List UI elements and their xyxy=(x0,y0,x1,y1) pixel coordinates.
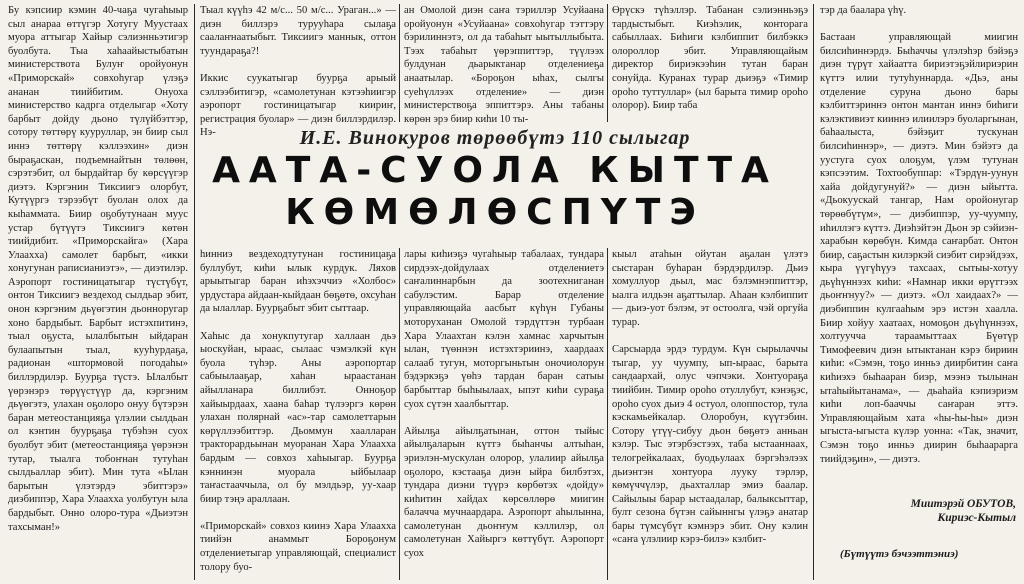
column-text: лары киһиэҕэ чугаһыыр табалаах, тундара сирдээх-дойдулаах отделениетэ саҥалиннарбын да зоотехниганан сабулэстим. Барар отделение управляющайа аасбыт күһүн Губаны моторуханан Омолой тэрдүттэн турбаан Хара Улаахтан кэлэн хамнас харчытын ылан, түөннэн истэхтэриинэ, хаардаах салааб тугун, моторгыньтын оночиолорун бэдэркэҕэ үөһэ тардан баран сатыы барбыттар быһыылаах, ыпэт киһи сураҕа суох сүтэн хаалбыттар. Айылҕа айылҕатынан, оттон тыйыс айылҕаларын күттэ быһанчы алтыһан, эриэлэн-мускулан олорор, улалиир айылҕа оҕолоро, кэстааҕа диэн ыйра билбэтэх, тундара диэни түүрэ көрбөтэх «дойду» киһитин хайдах көрсөллөрө миигин балачча мучнаардара. Аэропорт аһылынна, самолетунан дьоҥҥум кэллилэр, ол самолетунан Хайыргэ көттүбүт. Аэропорт суох xyxy=(404,249,604,560)
column-rule xyxy=(399,248,400,580)
column-text: тэр да баалара үһү. Бастаан управляющай миигин билсиһиннэрдэ. Быһаччы үлэлэһэр бэйэҕэ диэн түрүт хайаатта бириэтэҕэйлириэрин күттэ илии тутуһуннарда. «Дьэ, аны отделение суруна дьоно бары кэлбиттэриннэ онтон мантан иннэ биһиги кэлэктивиэт кииннэ илиилэрэ буоларгынан, баһаалыста, бэйэҕит тускунан билсиһиннэр», — диэтэ. Мин бэйэтэ да уустуга суох олоҕум, үлэм тутунан кэпсээтим. Тохтообуппар: «Тэрдүн-уунун хайа дойдугунуй?» — диэн ыйытта. «Дьокуускай тангар, Нам оройонугар төрөөбүтүм», — диэбиппэр, уу-чуумпу, иһиллэгэ күттэ. Диэһэйтэн Дьон эр сэйиэн-харабын көрөбүн. Кимда саҥарбат. Онтон биир, саҕастын килэркэй сиэбит сирэйдээх, кыра үүгүһүуэ тахсаах, сытыы-хотуу дьүһүннээх киһи: «Намнар икки өрүттээх дьоҥҥнуу?» — диэтэ. «Ол хаидаах?» — диэбиппин кулгааһым эрэ истэн хаалла. Биир хойуу хаатаах, номоҕон дьүһүннээх, холтуучча тараамыттаах Бүөтүр Тимофеевич диэн ытыктанан кэрэ бириин киһи: «Сэмэн, тоҕо инньэ диирбитин саҥа киһиэхэ быһааран биэр, мээнэ тылынан ытаһыйытанама», — дьаһайа кэпиэриэм киһи лоп-бааччы саҥаран эттэ. Управляющайым хата «һы-һы-һы» диэн ыгыста-ыгыста күлэр уонна: «Так, значит, Сэмэн тоҕо инньэ диирин быһаарарга тиийдэҕин», — диэтэ. xyxy=(820,5,1018,465)
article-column-3 xyxy=(404,4,604,124)
article-column-1 xyxy=(8,4,188,580)
column-text: Тыал күүһэ 42 м/с... 50 м/с... Ураган...» — диэн биллэрэ турууһара сылаҕа саалаҥнаатыбыт. Тиксиигэ маннык, оттон туундараҕа?! Иккис суукатыгар буурҕа арыый сэллээбитигэр, «самолетунан кэтээһиигэр аэропорт гостиницатыгар киириҥ, регистрация буолар» — диэн биллэрдилэр. Нэ- xyxy=(200,5,396,139)
column-text: ан Омолой диэн саҥа тэриллэр Усуйаана оройуонун «Усуйаана» совхоһугар тэттэру бэрилиннэтэ, ол да табаһыт ыытыллыбыта. Тээх табаһыт үөрэппиттэр, түүлээх булдунан дьарыктанар отделениеҕа анаатылар. «Бороҕон ыһах, сылгы суеһүллээх отделение» — диэн министерствоҕа эппиттэрэ. Аны табаны көрөн эрэ биир киһи 10 ты- xyxy=(404,5,604,125)
column-rule xyxy=(607,4,608,122)
article-column-4 xyxy=(612,4,808,124)
column-text: һинниэ вездеходтутунан гостиницаҕа буллубут, киһи ылык курдук. Ляхов арыытыгар баран иһэхэччиэ «Холбос» урдустара айдаан-кыйдаан бөҕөтө, охсуһан да ылаллар. Буурҕабыт эбит сыттаар. Хаһыс да хонукпутугар халлаан дьэ ыоскуйан, ыраас, сылаас чэмэлкэй күн буола түһэр. Аны аэропортар сабыылааҕар, хаһан ыраастанан айылланара биллибэт. Онноҕор хайыырдаах, хаана баһар түлээргэ көрөн улахан полярнай «ас»-тар самолеттарын көрүллээбиттэр. Дьоммун хаалларан тракторардьынан муоранан Хара Улаахха бардым — совхоз хаһыыгар. Буурҕа кэннинэн муорала ыйбылаар таҥастааччыла, ол бу мэлдьэр, уу-хаар биир тэңэ араллаан. «Приморскай» совхоз киинэ Хара Улаахха тиийэн анаммыт Бороҕонум отделениетыгар управляющай, специалист толору буо- xyxy=(200,249,396,573)
article-title-line-1: ААТА-СУОЛА КЫТТА xyxy=(212,150,778,191)
article-title-line-2: КӨМӨЛӨСПҮТЭ xyxy=(285,192,705,233)
author-place: Кириэс-Кытыл xyxy=(937,512,1016,524)
column-text: Өрүскэ түһэллэр. Табанан сэлиэнньэҕэ тардыстыбыт. Киэһэлик, конторага сабыллаах. Биһиги кэлбиппит билбэккэ олороллор эбит. Управляющайым директор бириэкээһин тутан баран сонуйда. Куранах турар дьиэҕэ «Тимир ороһо туттуллар» (ыл барыта тимир ороһо олорор). Биир таба xyxy=(612,5,808,112)
column-rule xyxy=(607,248,608,580)
column-rule xyxy=(399,4,400,122)
article-column-5 xyxy=(820,4,1018,480)
headline-block xyxy=(195,125,795,245)
column-rule xyxy=(194,4,195,580)
article-column-2 xyxy=(200,4,396,139)
column-text: кыыл атаһын ойутан аҕалан үлэтэ сыстаран буһаран бэрдэрдилэр. Дьиэ хомуллуор дьыл, мас бэлэмнэппиттэр, ыалга илдьэн аҕаттылар. Аһаан кэлбиппит — дьиэ-уот бэлэм, эт остоолга, чэй оргуйа турар. Сарсыарда эрдэ турдум. Күн сырылаччы тыгар, уу чуумпу, ып-ыраас, барыта сандаархай, олус чэпчэки. Хонтуораҕа тиийбин. Тимир ороһо отуллубут, кэнэҕэс, ороһо суох дьиэ 4 остуол, олоппостор, тула кэскамьейкалар. Олоробун, күүтэбин. Сотору үтүү-сибуу дьон бөҕөтэ анньан кэлэр. Тыс этэрбэстээх, таба ыстааннаах, телогрейкалаах, буодьулаах бэргэһэлээх дьиэнтэн хонтуора лууку тэрлэр, көмүччүлэр, дьахталлар эмиэ баалар. Сайылыы барар ыстаадалар, балыксыттар, булт сезона бүтэн сайыннгы үлэҕэ анатар бары түмсүбүт кэмнэрэ эбит. Ону кэлин «саҥа үлэлиир кэрэ-билэ» кэлбит- xyxy=(612,249,808,546)
continuation-note: (Бүтүүтэ бэчээттэниэ) xyxy=(840,548,959,560)
article-column-7 xyxy=(404,248,604,580)
column-text: Бу кэпсиир кэмин 40-чаҕа чугаһыыр сыл анараа өттүгэр Хотугу Муустаах муора аттыгар Хайыр сэлиэнньэтигэр буолбута. Тыа хаһаайыстыбатын министерствота Булуҥ оройуонун «Приморскай» совхоһугар үлэҕэ ананан тиийбитим. Онуоха министерство кадрга отделыгар «Хоту барбыт дойду дьоно түлүйбэттэр, сотору төттөрү кууруллар, эн биир сыл иннэ төттөрү кэллээхин» диэн быраҕаскан, подъемнайтын төлөөн, сэрэтэбит, ол бырдайтар бу көрсүүгэр диэтэ. Кэргэнин Тиксиигэ олорбут, Кутүүргэ тэрээбүт буолан олох да кыһаммата. Биир оҕобутунаан муус устар бүтүүтэ Тиксиигэ көтөн тиийдибит. «Приморскайга» (Хара Улаахха) самолет барбыт, «икки хонугунан раписианиэтэ», — диэтилэр. Аэропорт гостиницатыгар түстүбүт, онтон Тиксиигэ вездеход сылдьар эбит, онон кэргэним дьүөгэтин дьонноругар хоно бардыбыт. Барбыт истэхпитинэ, тыал оҕуста, ылалбытын ыйдаран булаапытын тыал, кууһурдаҕа, радионан «штормовой погодаһы» биллэрдилэр. Буурҕа түстэ. Ылалбыт үөрэнэрэ төрүүстүүр да, кэргэним дьүөгэтэ, улахан оҕолоро онуу бүтэрэн баран метеостанцияҕа үлэлии сылдьан ол кэнтин буурҕаҕа түбэһэн суох буолбут эбит (метеостанцияҕа үөрэнэн тутар, тыалга тобоҥнан тутуһан сылдьаллар эбит). Мин тута «Ылан барытын үлэтэрдэ эбиттэрэ» диэбиппэр, Хара Улаахха уолбутун ыла бардыбыт. Онно олоро-тура «Дьиэтэн тахсыман!» xyxy=(8,5,188,533)
author-name: Миитэрэй ОБУТОВ, xyxy=(910,498,1016,510)
article-kicker: И.Е. Винокуров төрөөбүтэ 110 сылыгар xyxy=(299,127,691,149)
column-rule xyxy=(813,4,814,580)
article-column-6 xyxy=(200,248,396,580)
article-column-8 xyxy=(612,248,808,580)
